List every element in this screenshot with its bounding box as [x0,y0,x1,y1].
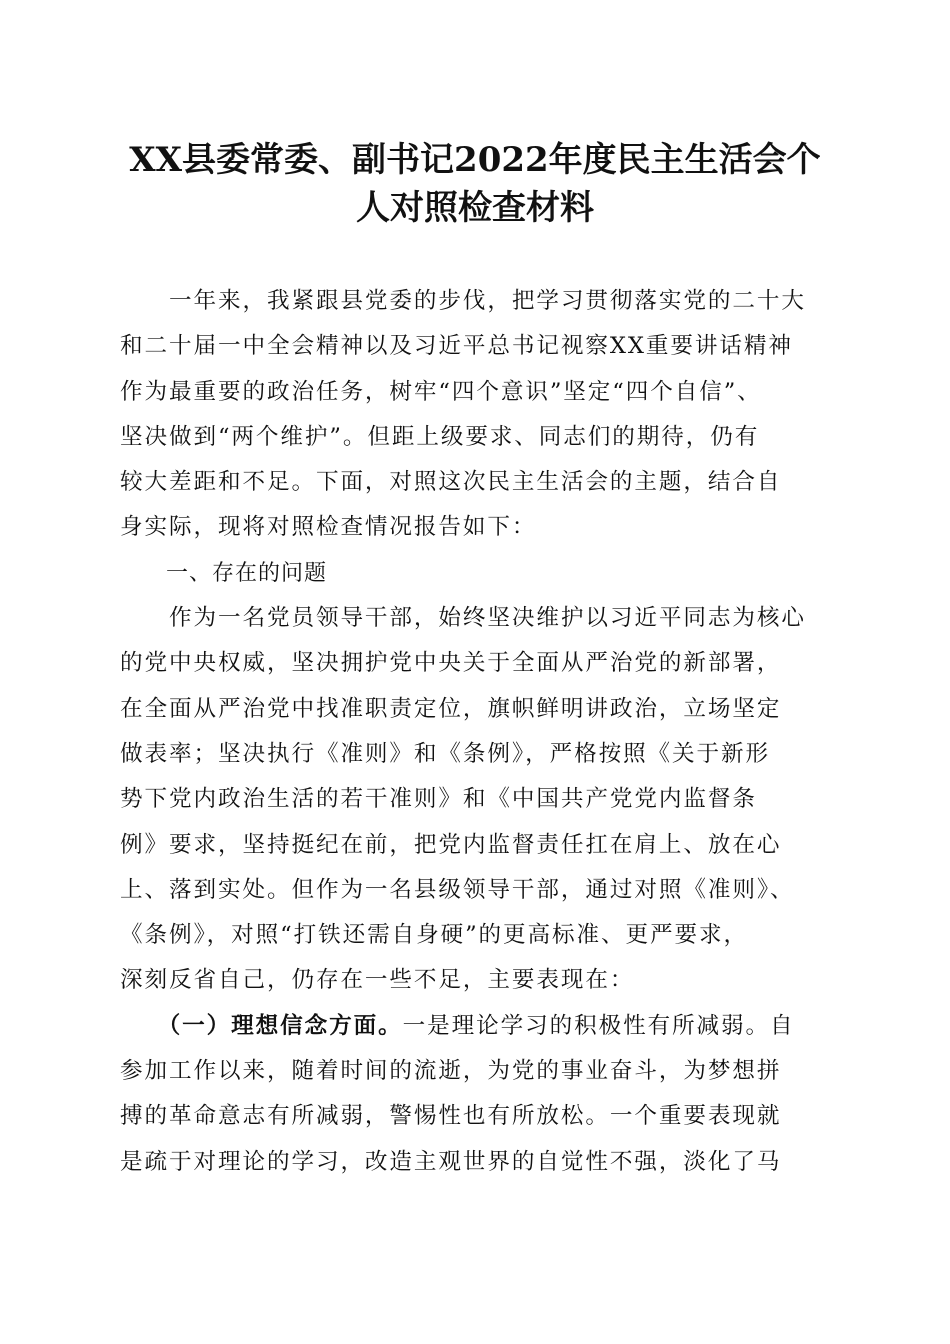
paragraph-line: 和二十届一中全会精神以及习近平总书记视察XX重要讲话精神 [120,333,793,360]
document-title [110,136,840,232]
paragraph-line: 较大差距和不足。下面，对照这次民主生活会的主题，结合自 [120,469,782,496]
paragraph-line: 是疏于对理论的学习，改造主观世界的自觉性不强，淡化了马 [120,1148,782,1175]
paragraph-line: 一年来，我紧跟县党委的步伐，把学习贯彻落实党的二十大 [120,288,806,314]
paragraph-line: 身实际，现将对照检查情况报告如下： [120,514,537,541]
title-line-1: XX县委常委、副书记2022年度民主生活会个 [129,140,821,180]
document-body [120,279,820,1185]
paragraph-line: 作为一名党员领导干部，始终坚决维护以习近平同志为核心 [120,605,806,632]
paragraph-line: 搏的革命意志有所减弱，警惕性也有所放松。一个重要表现就 [120,1103,782,1130]
section-heading: 一、存在的问题 [120,560,328,586]
paragraph-text: 一是理论学习的积极性有所减弱。自 [402,1012,795,1039]
paragraph-line: 深刻反省自己，仍存在一些不足，主要表现在： [120,967,635,994]
paragraph-line: 坚决做到“两个维护”。但距上级要求、同志们的期待，仍有 [120,423,760,450]
paragraph-line [120,1004,820,1049]
subsection-heading: （一）理想信念方面。 [120,1012,403,1039]
paragraph-line: 上、落到实处。但作为一名县级领导干部，通过对照《准则》、 [120,876,795,903]
paragraph-line: 参加工作以来，随着时间的流逝，为党的事业奋斗，为梦想拼 [120,1058,782,1085]
paragraph-line: 势下党内政治生活的若干准则》和《中国共产党党内监督条 [120,786,757,813]
title-line-2: 人对照检查材料 [356,188,594,228]
paragraph-line: 做表率；坚决执行《准则》和《条例》，严格按照《关于新形 [120,740,771,767]
paragraph-line: 在全面从严治党中找准职责定位，旗帜鲜明讲政治，立场坚定 [120,695,782,722]
paragraph-line: 的党中央权威，坚决拥护党中央关于全面从严治党的新部署， [120,650,782,677]
paragraph-line: 例》要求，坚持挺纪在前，把党内监督责任扛在肩上、放在心 [120,831,782,858]
paragraph-line: 作为最重要的政治任务，树牢“四个意识”坚定“四个自信”、 [120,378,762,405]
paragraph-line: 《条例》，对照“打铁还需自身硬”的更高标准、更严要求， [120,922,748,949]
